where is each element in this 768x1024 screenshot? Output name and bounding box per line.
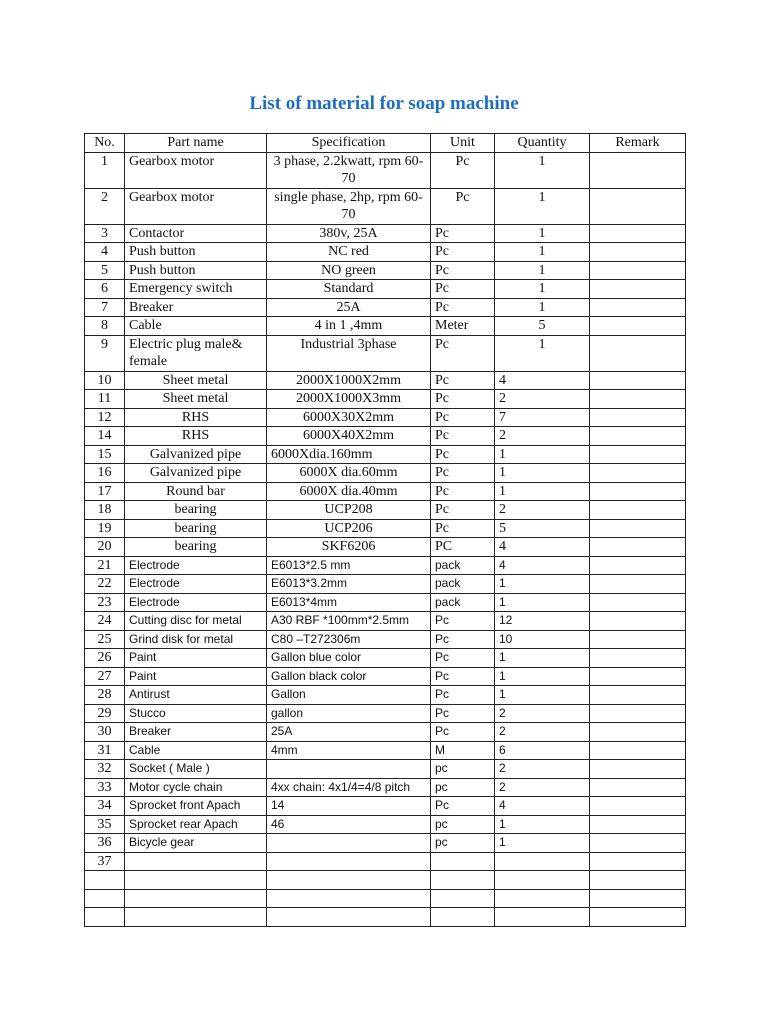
cell-no: 5 (85, 261, 125, 280)
cell-unit: Pc (431, 667, 495, 686)
cell-part-name: Electrode (125, 556, 267, 575)
cell-unit: Pc (431, 704, 495, 723)
cell-no: 1 (85, 152, 125, 188)
cell-specification (267, 908, 431, 927)
cell-specification: 3 phase, 2.2kwatt, rpm 60-70 (267, 152, 431, 188)
cell-specification: 6000X dia.60mm (267, 464, 431, 483)
cell-specification: NO green (267, 261, 431, 280)
cell-specification (267, 834, 431, 853)
cell-quantity: 6 (495, 741, 590, 760)
cell-remark (590, 335, 686, 371)
cell-quantity: 1 (495, 834, 590, 853)
cell-specification: C80 –T272306m (267, 630, 431, 649)
cell-no: 22 (85, 575, 125, 594)
cell-part-name (125, 908, 267, 927)
cell-remark (590, 667, 686, 686)
cell-no: 19 (85, 519, 125, 538)
cell-remark (590, 371, 686, 390)
table-row (85, 501, 686, 520)
cell-specification: 14 (267, 797, 431, 816)
cell-unit: pack (431, 593, 495, 612)
table-row (85, 445, 686, 464)
cell-quantity: 1 (495, 815, 590, 834)
cell-specification: NC red (267, 243, 431, 262)
cell-quantity (495, 852, 590, 871)
cell-unit: Pc (431, 445, 495, 464)
cell-unit (431, 871, 495, 890)
header-remark: Remark (590, 134, 686, 153)
cell-specification: 6000X dia.40mm (267, 482, 431, 501)
table-header-row (85, 134, 686, 153)
table-row (85, 704, 686, 723)
cell-unit: Meter (431, 317, 495, 336)
cell-quantity: 4 (495, 371, 590, 390)
cell-remark (590, 501, 686, 520)
cell-no: 10 (85, 371, 125, 390)
cell-quantity: 1 (495, 261, 590, 280)
cell-quantity: 1 (495, 445, 590, 464)
cell-remark (590, 482, 686, 501)
cell-quantity: 1 (495, 335, 590, 371)
cell-quantity: 4 (495, 797, 590, 816)
cell-quantity: 1 (495, 667, 590, 686)
cell-unit: Pc (431, 188, 495, 224)
cell-no: 12 (85, 408, 125, 427)
cell-specification (267, 871, 431, 890)
cell-unit: Pc (431, 408, 495, 427)
table-row (85, 390, 686, 409)
cell-specification (267, 760, 431, 779)
cell-specification: 2000X1000X2mm (267, 371, 431, 390)
cell-quantity: 2 (495, 501, 590, 520)
cell-remark (590, 188, 686, 224)
cell-remark (590, 243, 686, 262)
cell-part-name: Cable (125, 741, 267, 760)
cell-remark (590, 760, 686, 779)
cell-remark (590, 464, 686, 483)
cell-remark (590, 612, 686, 631)
cell-remark (590, 575, 686, 594)
cell-part-name: Breaker (125, 298, 267, 317)
table-row (85, 317, 686, 336)
cell-no (85, 889, 125, 908)
cell-no: 24 (85, 612, 125, 631)
cell-remark (590, 593, 686, 612)
cell-quantity: 2 (495, 723, 590, 742)
cell-part-name (125, 889, 267, 908)
cell-part-name: Push button (125, 243, 267, 262)
cell-remark (590, 871, 686, 890)
table-row (85, 852, 686, 871)
cell-part-name: Antirust (125, 686, 267, 705)
cell-unit: Pc (431, 243, 495, 262)
cell-quantity (495, 871, 590, 890)
cell-no: 6 (85, 280, 125, 299)
cell-no: 32 (85, 760, 125, 779)
cell-quantity (495, 908, 590, 927)
table-body (85, 152, 686, 926)
cell-remark (590, 427, 686, 446)
cell-specification: gallon (267, 704, 431, 723)
cell-part-name: Push button (125, 261, 267, 280)
cell-quantity: 1 (495, 224, 590, 243)
cell-remark (590, 317, 686, 336)
table-row (85, 298, 686, 317)
cell-unit: Pc (431, 797, 495, 816)
cell-no: 30 (85, 723, 125, 742)
cell-no: 25 (85, 630, 125, 649)
cell-unit: Pc (431, 371, 495, 390)
cell-quantity: 2 (495, 427, 590, 446)
cell-quantity: 1 (495, 482, 590, 501)
table-row (85, 464, 686, 483)
cell-specification: Gallon (267, 686, 431, 705)
table-row (85, 908, 686, 927)
cell-specification: 6000X30X2mm (267, 408, 431, 427)
cell-specification: single phase, 2hp, rpm 60-70 (267, 188, 431, 224)
cell-unit: Pc (431, 261, 495, 280)
cell-no: 2 (85, 188, 125, 224)
header-unit: Unit (431, 134, 495, 153)
cell-remark (590, 445, 686, 464)
cell-specification: 46 (267, 815, 431, 834)
cell-remark (590, 298, 686, 317)
cell-part-name: Cutting disc for metal (125, 612, 267, 631)
cell-no: 26 (85, 649, 125, 668)
cell-no: 20 (85, 538, 125, 557)
cell-quantity: 4 (495, 538, 590, 557)
cell-no: 33 (85, 778, 125, 797)
cell-no: 27 (85, 667, 125, 686)
cell-no: 4 (85, 243, 125, 262)
cell-remark (590, 649, 686, 668)
cell-specification: 25A (267, 723, 431, 742)
cell-part-name: Breaker (125, 723, 267, 742)
table-row (85, 482, 686, 501)
cell-remark (590, 704, 686, 723)
table-row (85, 575, 686, 594)
cell-remark (590, 797, 686, 816)
cell-quantity: 1 (495, 649, 590, 668)
table-row (85, 630, 686, 649)
cell-no: 11 (85, 390, 125, 409)
table-row (85, 834, 686, 853)
table-row (85, 667, 686, 686)
table-row (85, 778, 686, 797)
cell-unit: M (431, 741, 495, 760)
table-row (85, 371, 686, 390)
cell-no: 37 (85, 852, 125, 871)
table-row (85, 686, 686, 705)
cell-unit: Pc (431, 482, 495, 501)
cell-no: 16 (85, 464, 125, 483)
cell-part-name: RHS (125, 427, 267, 446)
cell-remark (590, 741, 686, 760)
cell-unit: Pc (431, 280, 495, 299)
cell-unit: pc (431, 778, 495, 797)
cell-quantity: 4 (495, 556, 590, 575)
cell-part-name: Bicycle gear (125, 834, 267, 853)
cell-specification: Industrial 3phase (267, 335, 431, 371)
table-row (85, 723, 686, 742)
cell-unit: Pc (431, 152, 495, 188)
cell-quantity: 1 (495, 464, 590, 483)
table-row (85, 741, 686, 760)
cell-specification: Gallon black color (267, 667, 431, 686)
cell-no: 17 (85, 482, 125, 501)
cell-part-name: Electric plug male& female (125, 335, 267, 371)
cell-no: 35 (85, 815, 125, 834)
table-row (85, 188, 686, 224)
cell-part-name: bearing (125, 519, 267, 538)
cell-specification: Standard (267, 280, 431, 299)
cell-specification: 2000X1000X3mm (267, 390, 431, 409)
cell-quantity: 7 (495, 408, 590, 427)
cell-unit: pack (431, 575, 495, 594)
cell-specification: 4 in 1 ,4mm (267, 317, 431, 336)
cell-unit: Pc (431, 335, 495, 371)
cell-quantity: 2 (495, 390, 590, 409)
cell-unit: pc (431, 834, 495, 853)
cell-quantity: 2 (495, 778, 590, 797)
cell-remark (590, 630, 686, 649)
cell-unit: Pc (431, 723, 495, 742)
cell-specification: UCP206 (267, 519, 431, 538)
cell-unit: Pc (431, 519, 495, 538)
cell-specification: 4mm (267, 741, 431, 760)
cell-specification: E6013*2.5 mm (267, 556, 431, 575)
cell-no: 18 (85, 501, 125, 520)
cell-no (85, 871, 125, 890)
cell-no: 34 (85, 797, 125, 816)
table-row (85, 280, 686, 299)
table-row (85, 889, 686, 908)
cell-remark (590, 519, 686, 538)
header-quantity: Quantity (495, 134, 590, 153)
cell-remark (590, 834, 686, 853)
table-row (85, 335, 686, 371)
cell-part-name (125, 852, 267, 871)
cell-quantity: 1 (495, 593, 590, 612)
cell-part-name: Cable (125, 317, 267, 336)
header-no: No. (85, 134, 125, 153)
cell-remark (590, 723, 686, 742)
cell-no: 14 (85, 427, 125, 446)
cell-quantity: 1 (495, 152, 590, 188)
cell-quantity (495, 889, 590, 908)
material-table (84, 133, 686, 927)
cell-specification: UCP208 (267, 501, 431, 520)
table-row (85, 408, 686, 427)
cell-specification: SKF6206 (267, 538, 431, 557)
document-title: List of material for soap machine (249, 93, 519, 114)
cell-remark (590, 261, 686, 280)
cell-unit: Pc (431, 649, 495, 668)
cell-part-name: Motor cycle chain (125, 778, 267, 797)
cell-part-name: Paint (125, 649, 267, 668)
cell-remark (590, 280, 686, 299)
table-row (85, 871, 686, 890)
cell-no: 29 (85, 704, 125, 723)
cell-unit: Pc (431, 390, 495, 409)
cell-quantity: 1 (495, 298, 590, 317)
cell-no: 31 (85, 741, 125, 760)
table-row (85, 797, 686, 816)
cell-part-name: Contactor (125, 224, 267, 243)
cell-quantity: 1 (495, 243, 590, 262)
table-row (85, 612, 686, 631)
cell-unit: Pc (431, 630, 495, 649)
header-part-name: Part name (125, 134, 267, 153)
cell-part-name: RHS (125, 408, 267, 427)
cell-part-name: Galvanized pipe (125, 464, 267, 483)
cell-part-name (125, 871, 267, 890)
cell-unit: Pc (431, 224, 495, 243)
cell-no: 36 (85, 834, 125, 853)
cell-part-name: Galvanized pipe (125, 445, 267, 464)
cell-quantity: 10 (495, 630, 590, 649)
cell-part-name: Grind disk for metal (125, 630, 267, 649)
table-row (85, 649, 686, 668)
cell-unit: Pc (431, 298, 495, 317)
cell-quantity: 5 (495, 317, 590, 336)
cell-unit: Pc (431, 464, 495, 483)
cell-specification: 380v, 25A (267, 224, 431, 243)
cell-no: 7 (85, 298, 125, 317)
cell-part-name: bearing (125, 501, 267, 520)
table-row (85, 556, 686, 575)
cell-quantity: 1 (495, 280, 590, 299)
cell-specification: E6013*3.2mm (267, 575, 431, 594)
cell-remark (590, 815, 686, 834)
table-row (85, 519, 686, 538)
cell-specification: 4xx chain: 4x1/4=4/8 pitch (267, 778, 431, 797)
cell-part-name: bearing (125, 538, 267, 557)
cell-remark (590, 408, 686, 427)
cell-specification: 25A (267, 298, 431, 317)
cell-remark (590, 686, 686, 705)
cell-remark (590, 852, 686, 871)
cell-unit: pc (431, 815, 495, 834)
table-row (85, 815, 686, 834)
cell-no: 8 (85, 317, 125, 336)
table-row (85, 243, 686, 262)
cell-part-name: Electrode (125, 575, 267, 594)
cell-unit (431, 889, 495, 908)
cell-part-name: Round bar (125, 482, 267, 501)
table-row (85, 593, 686, 612)
cell-part-name: Socket ( Male ) (125, 760, 267, 779)
table-row (85, 427, 686, 446)
table-row (85, 538, 686, 557)
header-specification: Specification (267, 134, 431, 153)
cell-remark (590, 778, 686, 797)
cell-remark (590, 390, 686, 409)
cell-part-name: Sheet metal (125, 390, 267, 409)
cell-quantity: 12 (495, 612, 590, 631)
cell-part-name: Stucco (125, 704, 267, 723)
cell-specification: 6000Xdia.160mm (267, 445, 431, 464)
cell-specification: 6000X40X2mm (267, 427, 431, 446)
cell-quantity: 1 (495, 188, 590, 224)
cell-specification (267, 852, 431, 871)
cell-specification: E6013*4mm (267, 593, 431, 612)
cell-no: 9 (85, 335, 125, 371)
cell-remark (590, 908, 686, 927)
cell-part-name: Emergency switch (125, 280, 267, 299)
cell-quantity: 1 (495, 686, 590, 705)
cell-quantity: 2 (495, 760, 590, 779)
cell-specification: A30 RBF *100mm*2.5mm (267, 612, 431, 631)
cell-part-name: Sprocket rear Apach (125, 815, 267, 834)
cell-remark (590, 889, 686, 908)
cell-remark (590, 224, 686, 243)
cell-specification (267, 889, 431, 908)
cell-unit: Pc (431, 501, 495, 520)
cell-no: 3 (85, 224, 125, 243)
cell-remark (590, 556, 686, 575)
cell-no: 15 (85, 445, 125, 464)
cell-unit: Pc (431, 427, 495, 446)
cell-part-name: Gearbox motor (125, 152, 267, 188)
table-row (85, 224, 686, 243)
cell-part-name: Sheet metal (125, 371, 267, 390)
cell-remark (590, 152, 686, 188)
table-row (85, 152, 686, 188)
table-row (85, 261, 686, 280)
cell-quantity: 5 (495, 519, 590, 538)
cell-unit: Pc (431, 686, 495, 705)
cell-part-name: Electrode (125, 593, 267, 612)
cell-no: 21 (85, 556, 125, 575)
cell-remark (590, 538, 686, 557)
cell-quantity: 1 (495, 575, 590, 594)
cell-no (85, 908, 125, 927)
cell-part-name: Gearbox motor (125, 188, 267, 224)
cell-unit: Pc (431, 612, 495, 631)
cell-part-name: Paint (125, 667, 267, 686)
cell-specification: Gallon blue color (267, 649, 431, 668)
cell-unit (431, 852, 495, 871)
cell-quantity: 2 (495, 704, 590, 723)
cell-unit: pc (431, 760, 495, 779)
cell-no: 23 (85, 593, 125, 612)
cell-unit: pack (431, 556, 495, 575)
cell-no: 28 (85, 686, 125, 705)
cell-unit (431, 908, 495, 927)
table-row (85, 760, 686, 779)
cell-part-name: Sprocket front Apach (125, 797, 267, 816)
cell-unit: PC (431, 538, 495, 557)
